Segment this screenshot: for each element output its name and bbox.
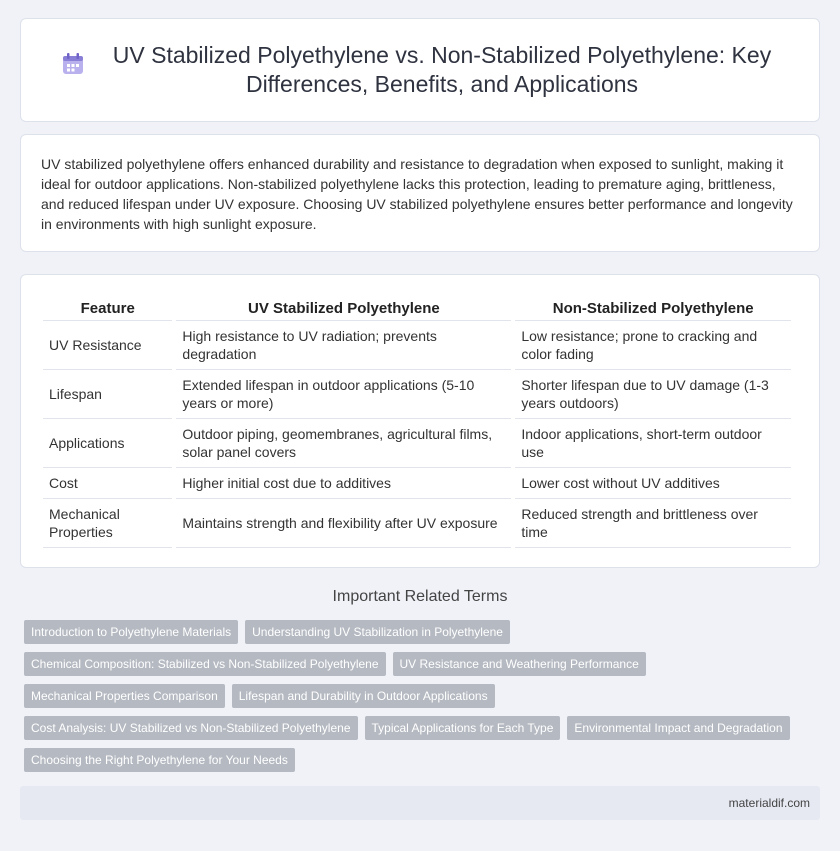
related-term-tag[interactable]: Lifespan and Durability in Outdoor Applications xyxy=(232,684,495,708)
uv-stabilized-cell: Outdoor piping, geomembranes, agricultural films, solar panel covers xyxy=(176,419,511,468)
footer xyxy=(20,786,820,820)
intro-card xyxy=(20,134,820,252)
related-term-tag[interactable]: Typical Applications for Each Type xyxy=(365,716,561,740)
non-stabilized-cell: Low resistance; prone to cracking and color fading xyxy=(515,321,791,370)
uv-stabilized-cell: High resistance to UV radiation; prevents degradation xyxy=(176,321,511,370)
intro-paragraph: UV stabilized polyethylene offers enhanced durability and resistance to degradation when exposed to sunlight, making it ideal for outdoor applications. Non-stabilized polyethylene lacks this protection, leading to premature aging, brittleness, and reduced lifespan under UV exposure. Choosing UV stabilized polyethylene ensures better performance and longevity in environments with high sunlight exposure. xyxy=(41,156,793,232)
table-header-row xyxy=(43,295,791,321)
related-term-tag[interactable]: Environmental Impact and Degradation xyxy=(567,716,789,740)
feature-cell: Applications xyxy=(43,419,172,468)
feature-cell: Cost xyxy=(43,468,172,499)
table-row xyxy=(43,370,791,419)
comparison-table xyxy=(39,295,795,548)
non-stabilized-cell: Shorter lifespan due to UV damage (1-3 years outdoors) xyxy=(515,370,791,419)
table-row xyxy=(43,468,791,499)
feature-cell: Lifespan xyxy=(43,370,172,419)
non-stabilized-cell: Indoor applications, short-term outdoor use xyxy=(515,419,791,468)
related-term-tag[interactable]: UV Resistance and Weathering Performance xyxy=(393,652,646,676)
related-term-tag[interactable]: Introduction to Polyethylene Materials xyxy=(24,620,238,644)
comparison-card xyxy=(20,274,820,568)
title-wrap xyxy=(60,41,780,99)
uv-stabilized-cell: Maintains strength and flexibility after UV exposure xyxy=(176,499,511,548)
related-term-tag[interactable]: Choosing the Right Polyethylene for Your Needs xyxy=(24,748,295,772)
uv-stabilized-cell: Higher initial cost due to additives xyxy=(176,468,511,499)
non-stabilized-cell: Lower cost without UV additives xyxy=(515,468,791,499)
table-row xyxy=(43,321,791,370)
related-term-tag[interactable]: Mechanical Properties Comparison xyxy=(24,684,225,708)
table-row xyxy=(43,419,791,468)
feature-cell: UV Resistance xyxy=(43,321,172,370)
related-term-tag[interactable]: Cost Analysis: UV Stabilized vs Non-Stabilized Polyethylene xyxy=(24,716,358,740)
page-title: UV Stabilized Polyethylene vs. Non-Stabilized Polyethylene: Key Differences, Benefits, and Applications xyxy=(112,42,772,97)
title-card xyxy=(20,18,820,122)
related-terms-heading: Important Related Terms xyxy=(332,588,508,605)
related-term-tag[interactable]: Chemical Composition: Stabilized vs Non-Stabilized Polyethylene xyxy=(24,652,386,676)
non-stabilized-cell: Reduced strength and brittleness over time xyxy=(515,499,791,548)
footer-site-link[interactable]: materialdif.com xyxy=(728,796,810,810)
uv-stabilized-cell: Extended lifespan in outdoor applications (5-10 years or more) xyxy=(176,370,511,419)
header-non-stabilized: Non-Stabilized Polyethylene xyxy=(515,295,791,321)
feature-cell: Mechanical Properties xyxy=(43,499,172,548)
header-uv-stabilized: UV Stabilized Polyethylene xyxy=(176,295,511,321)
header-feature: Feature xyxy=(43,295,172,321)
related-term-tag[interactable]: Understanding UV Stabilization in Polyethylene xyxy=(245,620,510,644)
table-row xyxy=(43,499,791,548)
related-terms-list xyxy=(24,620,820,772)
calendar-icon xyxy=(60,51,86,77)
